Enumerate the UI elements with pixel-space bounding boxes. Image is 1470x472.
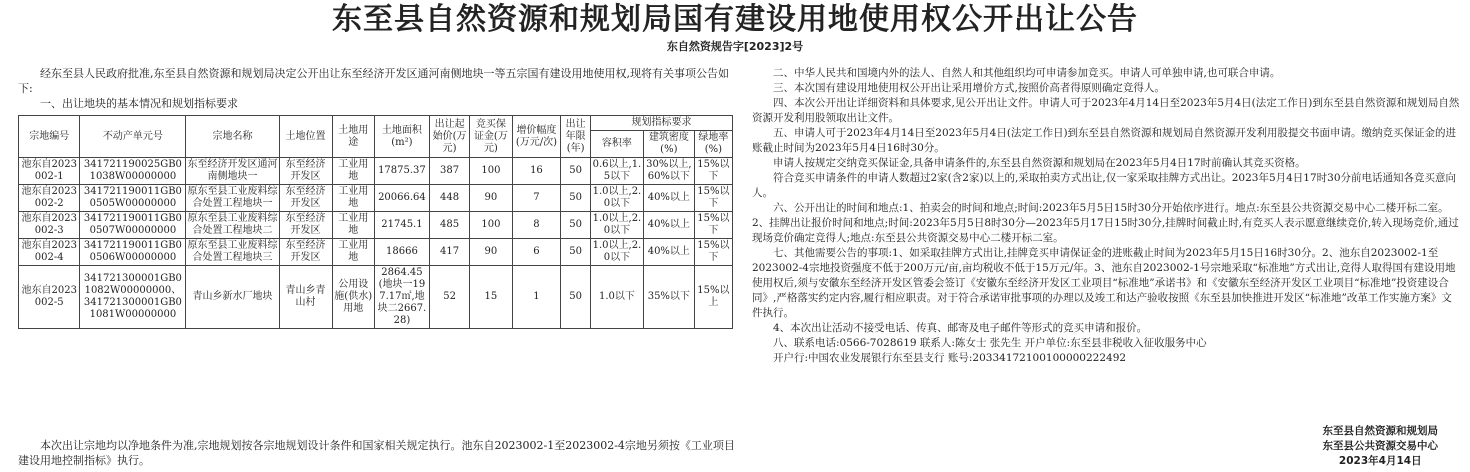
cell-start-price: 417 — [429, 239, 469, 266]
section-2: 二、中华人民共和国境内外的法人、自然人和其他组织均可申请参加竞买。申请人可单独申请,也可联合申请。 — [773, 67, 1281, 79]
header-property-no: 不动产单元号 — [80, 116, 186, 158]
table-row — [19, 212, 733, 239]
cell-deposit: 90 — [470, 185, 512, 212]
header-increment: 增价幅度(万元/次) — [512, 116, 561, 158]
cell-increment: 16 — [512, 158, 561, 185]
cell-property-no: 341721190011GB00507W00000000 — [80, 212, 186, 239]
cell-term: 50 — [561, 212, 591, 239]
cell-green: 15%以下 — [694, 239, 732, 266]
header-deposit: 竞买保证金(万元) — [470, 116, 512, 158]
header-code: 宗地编号 — [19, 116, 80, 158]
cell-location: 东至经济开发区 — [279, 239, 332, 266]
cell-name: 原东至县工业废料综合处置工程地块一 — [186, 185, 279, 212]
cell-code: 池东自2023002-1 — [19, 158, 80, 185]
section-7-item4: 4、本次出让活动不接受电话、传真、邮寄及电子邮件等形式的竞买申请和报价。 — [773, 322, 1148, 334]
cell-name: 原东至县工业废料综合处置工程地块二 — [186, 212, 279, 239]
cell-code: 池东自2023002-4 — [19, 239, 80, 266]
cell-term: 50 — [561, 185, 591, 212]
cell-increment: 8 — [512, 212, 561, 239]
table-row — [19, 239, 733, 266]
signature-date: 2023年4月14日 — [1338, 455, 1422, 467]
cell-property-no: 341721300001GB01082W00000000、341721300001GB01081W00000000 — [80, 266, 186, 329]
section-6: 六、公开出让的时间和地点:1、拍卖会的时间和地点;时间:2023年5月5日15时30分开始依序进行。地点:东至县公共资源交易中心二楼开标二室。2、挂牌出让报价时间和地点;时间:2023年5月5日8时30分—2023年5月17日15时30分,挂牌时间截止时,有竞买人表示愿意继续竞价,转入现场竞价,通过现场竞价确定竞得人;地点:东至县公共资源交易中心二楼开标二室。 — [752, 202, 1459, 244]
header-term: 出让年限(年) — [561, 116, 591, 158]
table-header-row — [19, 116, 733, 131]
left-column — [18, 66, 733, 329]
parcel-table — [18, 115, 733, 329]
cell-term: 50 — [561, 158, 591, 185]
footer-paragraph: 本次出让宗地均以净地条件为准,宗地规划按各宗地规划设计条件和国家相关规定执行。池东自2023002-1至2023002-4宗地另须按《工业项目建设用地控制指标》执行。 — [18, 439, 735, 467]
cell-deposit: 100 — [470, 212, 512, 239]
cell-far: 1.0以下 — [590, 266, 643, 329]
table-row — [19, 266, 733, 329]
header-area: 土地面积(m²) — [374, 116, 429, 158]
cell-density: 40%以上 — [643, 212, 694, 239]
cell-use: 工业用地 — [332, 239, 374, 266]
cell-location: 东至经济开发区 — [279, 158, 332, 185]
cell-far: 1.0以上,2.0以下 — [590, 239, 643, 266]
signature-org-2: 东至县公共资源交易中心 — [1322, 440, 1438, 452]
cell-use: 工业用地 — [332, 158, 374, 185]
section-5: 五、申请人可于2023年4月14日至2023年5月4日(法定工作日)到东至县自然资源和规划局自然资源开发利用股提交书面申请。缴纳竞买保证金的进账截止时间为2023年5月4日16时30分。 — [752, 127, 1457, 154]
cell-density: 35%以下 — [643, 266, 694, 329]
table-row — [19, 158, 733, 185]
cell-area: 18666 — [374, 239, 429, 266]
section-8-contact: 八、联系电话:0566-7028619 联系人:陈女士 张先生 开户单位:东至县非税收入征收服务中心 — [773, 337, 1207, 349]
cell-use: 工业用地 — [332, 185, 374, 212]
cell-deposit: 15 — [470, 266, 512, 329]
cell-location: 东至经济开发区 — [279, 212, 332, 239]
section-3: 三、本次国有建设用地使用权公开出让采用增价方式,按照价高者得原则确定竞得人。 — [773, 82, 1165, 94]
header-green: 绿地率(%) — [694, 131, 732, 158]
header-start-price: 出让起始价(万元) — [429, 116, 469, 158]
header-density: 建筑密度(%) — [643, 131, 694, 158]
cell-density: 40%以上 — [643, 239, 694, 266]
section-5-qualification: 申请人按规定交纳竞买保证金,具备申请条件的,东至县自然资源和规划局在2023年5月4日17时前确认其竞买资格。 — [773, 157, 1306, 169]
header-far: 容积率 — [590, 131, 643, 158]
cell-property-no: 341721190011GB00505W00000000 — [80, 185, 186, 212]
cell-name: 青山乡新水厂地块 — [186, 266, 279, 329]
cell-property-no: 341721190011GB00506W00000000 — [80, 239, 186, 266]
cell-start-price: 52 — [429, 266, 469, 329]
cell-far: 1.0以上,2.0以下 — [590, 212, 643, 239]
cell-area: 17875.37 — [374, 158, 429, 185]
notice-title: 东至县自然资源和规划局国有建设用地使用权公开出让公告 — [332, 2, 1138, 37]
cell-term: 50 — [561, 266, 591, 329]
cell-start-price: 448 — [429, 185, 469, 212]
cell-area: 21745.1 — [374, 212, 429, 239]
cell-property-no: 341721190025GB01038W00000000 — [80, 158, 186, 185]
header-use: 土地用途 — [332, 116, 374, 158]
cell-location: 东至经济开发区 — [279, 185, 332, 212]
section-5-method: 符合竞买申请条件的申请人数超过2家(含2家)以上的,采取拍卖方式出让,仅一家采取挂牌方式出让。2023年5月4日17时30分前电话通知各竞买意向人。 — [752, 172, 1457, 199]
cell-term: 50 — [561, 239, 591, 266]
cell-increment: 7 — [512, 185, 561, 212]
cell-deposit: 90 — [470, 239, 512, 266]
cell-density: 40%以上 — [643, 185, 694, 212]
cell-location: 青山乡青山村 — [279, 266, 332, 329]
section-heading-1: 一、出让地块的基本情况和规划指标要求 — [40, 97, 238, 110]
header-planning: 规划指标要求 — [590, 116, 732, 131]
cell-density: 30%以上,60%以下 — [643, 158, 694, 185]
cell-code: 池东自2023002-2 — [19, 185, 80, 212]
section-7: 七、其他需要公告的事项:1、如采取挂牌方式出让,挂牌竞买申请保证金的进账截止时间为2023年5月15日16时30分。2、池东自2023002-1至2023002-4宗地投资强度不低于200万元/亩,亩均税收不低于15万元/年。3、池东自2023002-1号宗地采取“标准地”方式出让,竞得人取得国有建设用地使用权后,须与安徽东至经济开发区管委会签订《安徽东至经济开发区工业项目“标准地”承诺书》和《安徽东至经济开发区工业项目“标准地”投资建设合同》,严格落实约定内容,履行相应职责。对于符合承诺审批事项的办理以及竣工和达产验收按照《东至县加快推进开发区“标准地”改革工作实施方案》文件执行。 — [752, 247, 1456, 319]
cell-use: 公用设施(供水)用地 — [332, 266, 374, 329]
cell-green: 15%以下 — [694, 158, 732, 185]
document-number: 东自然资规告字[2023]2号 — [666, 40, 804, 53]
cell-use: 工业用地 — [332, 212, 374, 239]
cell-area: 2864.45(地块一197.17㎡,地块二2667.28) — [374, 266, 429, 329]
cell-name: 东至经济开发区通河南侧地块一 — [186, 158, 279, 185]
cell-increment: 1 — [512, 266, 561, 329]
cell-far: 0.6以上,1.5以下 — [590, 158, 643, 185]
header-location: 土地位置 — [279, 116, 332, 158]
cell-code: 池东自2023002-3 — [19, 212, 80, 239]
cell-name: 原东至县工业废料综合处置工程地块三 — [186, 239, 279, 266]
cell-green: 15%以下 — [694, 212, 732, 239]
signature-org-1: 东至县自然资源和规划局 — [1322, 425, 1438, 437]
cell-increment: 6 — [512, 239, 561, 266]
cell-far: 1.0以上,2.0以下 — [590, 185, 643, 212]
cell-start-price: 387 — [429, 158, 469, 185]
cell-green: 15%以下 — [694, 185, 732, 212]
cell-green: 15%以上 — [694, 266, 732, 329]
left-footer — [18, 438, 738, 468]
cell-deposit: 100 — [470, 158, 512, 185]
table-row — [19, 185, 733, 212]
right-column — [752, 66, 1462, 366]
cell-start-price: 485 — [429, 212, 469, 239]
section-8-bank: 开户行:中国农业发展银行东至县支行 账号:20334172100100000222492 — [773, 352, 1127, 364]
intro-paragraph: 经东至县人民政府批准,东至县自然资源和规划局决定公开出让东至经济开发区通河南侧地块一等五宗国有建设用地使用权,现将有关事项公告如下: — [18, 67, 729, 95]
section-4: 四、本次公开出让详细资料和具体要求,见公开出让文件。申请人可于2023年4月14日至2023年5月4日(法定工作日)到东至县自然资源和规划局自然资源开发利用股领取出让文件。 — [752, 97, 1460, 124]
cell-code: 池东自2023002-5 — [19, 266, 80, 329]
signature-block — [1323, 424, 1439, 469]
header-name: 宗地名称 — [186, 116, 279, 158]
cell-area: 20066.64 — [374, 185, 429, 212]
